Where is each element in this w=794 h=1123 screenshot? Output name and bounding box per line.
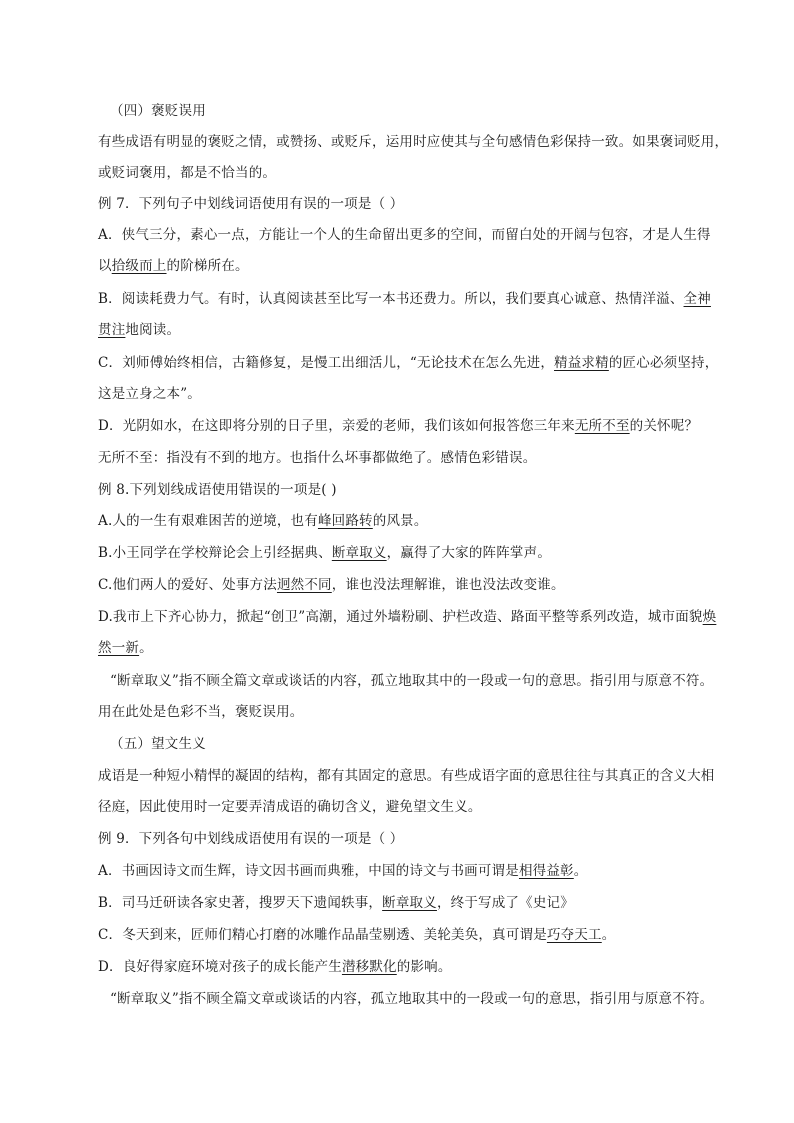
underlined-idiom: 然一新: [98, 640, 140, 656]
option-b: B．阅读耗费力气。有时，认真阅读甚至比写一本书还费力。所以，我们要真心诚意、热情洋溢、全神: [98, 291, 711, 307]
underlined-idiom: 峰回路转: [317, 513, 373, 529]
answer-note: “断章取义”指不顾全篇文章或谈话的内容，孤立地取其中的一段或一句的意思。指引用与原意不符。: [110, 673, 714, 689]
underlined-idiom: 焕: [702, 609, 717, 625]
underlined-idiom: 精益求精: [554, 355, 609, 371]
question-stem: 例 7．下列句子中划线词语使用有误的一项是（ ）: [98, 196, 404, 212]
option-a-cont: 以拾级而上的阶梯所在。: [98, 258, 249, 274]
underlined-idiom: 拾级而上: [111, 258, 167, 274]
option-a: A.人的一生有艰难困苦的逆境，也有峰回路转的风景。: [98, 513, 428, 529]
underlined-idiom: 巧夺天工: [546, 927, 602, 943]
underlined-idiom: 全神: [683, 291, 711, 307]
underlined-idiom: 无所不至: [574, 418, 630, 434]
option-d: D.我市上下齐心协力，掀起“创卫”高潮，通过外墙粉刷、护栏改造、路面平整等系列改造，城市面貌焕: [98, 609, 717, 625]
underlined-idiom: 贯注: [98, 322, 126, 338]
option-b: B.小王同学在学校辩论会上引经据典、断章取义，赢得了大家的阵阵掌声。: [98, 545, 552, 561]
answer-note-cont: 用在此处是色彩不当，褒贬误用。: [98, 704, 304, 720]
question-stem: 例 8.下列划线成语使用错误的一项是( ): [98, 482, 337, 498]
option-c: C．刘师傅始终相信，古籍修复，是慢工出细活儿，“无论技术在怎么先进，精益求精的匠心必须坚持，: [98, 355, 719, 371]
option-c-cont: 这是立身之本”。: [98, 386, 202, 402]
option-c: C．冬天到来，匠师们精心打磨的冰雕作品晶莹剔透、美轮美奂，真可谓是巧夺天工。: [98, 927, 616, 943]
option-d-cont: 然一新。: [98, 640, 153, 656]
option-b: B．司马迁研读各家史著，搜罗天下遗闻轶事，断章取义，终于写成了《史记》: [98, 895, 574, 911]
underlined-idiom: 断章取义: [382, 895, 437, 911]
paragraph-line: 径庭，因此使用时一定要弄清成语的确切含义，避免望文生义。: [98, 799, 482, 815]
underlined-idiom: 潜移默化: [341, 959, 397, 975]
paragraph-line: 成语是一种短小精悍的凝固的结构，都有其固定的意思。有些成语字面的意思往往与其真正的含义大相: [98, 768, 715, 784]
underlined-idiom: 断章取义: [331, 545, 387, 561]
option-d: D．良好得家庭环境对孩子的成长能产生潜移默化的影响。: [98, 959, 452, 975]
option-b-cont: 贯注地阅读。: [98, 322, 181, 338]
answer-note: “断章取义”指不顾全篇文章或谈话的内容，孤立地取其中的一段或一句的意思，指引用与原意不符。: [110, 991, 714, 1007]
option-a: A．书画因诗文而生辉，诗文因书画而典雅，中国的诗文与书画可谓是相得益彰。: [98, 863, 588, 879]
underlined-idiom: 相得益彰: [518, 863, 574, 879]
question-stem: 例 9．下列各句中划线成语使用有误的一项是（ ）: [98, 831, 404, 847]
paragraph-line: 或贬词褒用，都是不恰当的。: [98, 165, 277, 181]
option-a: A．侠气三分，素心一点，方能让一个人的生命留出更多的空间，而留白处的开阔与包容，才是人生得: [98, 227, 711, 243]
section-heading: （五）望文生义: [110, 736, 206, 752]
option-c: C.他们两人的爱好、处事方法迥然不同，谁也没法理解谁，谁也没法改变谁。: [98, 577, 565, 593]
section-heading: （四）褒贬误用: [110, 103, 206, 119]
option-d: D．光阴如水，在这即将分别的日子里，亲爱的老师，我们该如何报答您三年来无所不至的关怀呢？: [98, 418, 699, 434]
answer-note: 无所不至：指没有不到的地方。也指什么坏事都做绝了。感情色彩错误。: [98, 450, 537, 466]
paragraph-line: 有些成语有明显的褒贬之情，或赞扬、或贬斥，运用时应使其与全句感情色彩保持一致。如果褒词贬用，: [98, 134, 729, 150]
underlined-idiom: 迥然不同: [276, 577, 332, 593]
